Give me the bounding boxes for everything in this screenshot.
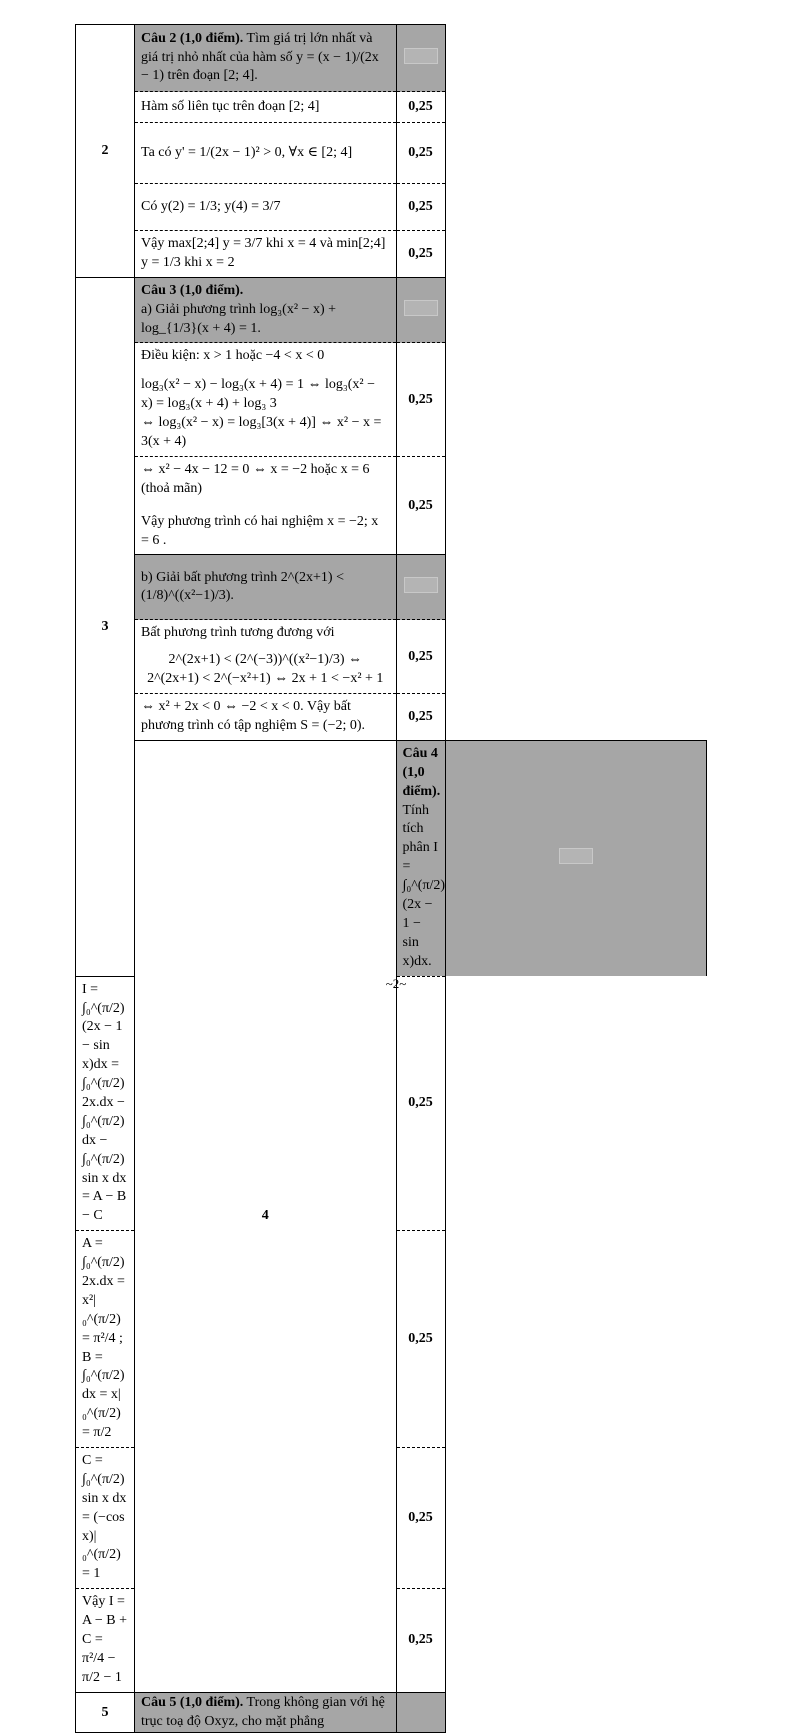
q4-step-1: I = ∫₀^(π/2)(2x − 1 − sin x)dx = ∫₀^(π/2) 2x.dx − ∫₀^(π/2) dx − ∫₀^(π/2) sin x dx = A − B − C	[76, 976, 135, 1231]
q3-a-score-1: 0,25	[396, 343, 445, 456]
q2-text: Tìm giá trị lớn nhất và giá trị nhỏ nhất của hàm số y = (x − 1)/(2x − 1) trên đoạn [2; 4].	[141, 30, 379, 84]
q3-transform-2: ⇔ log₃(x² − x) = log₃[3(x + 4)] ⇔ x² − x = 3(x + 4)	[141, 415, 382, 450]
q3-part-b-text: b) Giải bất phương trình 2^(2x+1) < (1/8)^((x²−1)/3).	[135, 555, 397, 620]
q3-title: Câu 3 (1,0 điểm).	[141, 282, 244, 298]
answer-sheet	[75, 24, 707, 1733]
q2-step-1: Hàm số liên tục trên đoạn [2; 4]	[135, 92, 397, 123]
q3-b-row-2	[76, 694, 707, 741]
q3-part-a-text: a) Giải phương trình log₃(x² − x) + log_{1/3}(x + 4) = 1.	[141, 301, 336, 336]
q3-a-row-1	[76, 343, 707, 456]
q4-step-3: C = ∫₀^(π/2) sin x dx = (−cos x)|₀^(π/2) = 1	[76, 1447, 135, 1588]
q4-title: Câu 4 (1,0 điểm).	[402, 745, 441, 799]
q3-a-score-2: 0,25	[396, 456, 445, 555]
grading-table	[75, 24, 707, 1733]
q3-a-row-2	[76, 456, 707, 555]
q5-header-score-box	[396, 1692, 445, 1733]
q2-header	[135, 25, 397, 92]
q2-header-score-box	[396, 25, 445, 92]
q4-text: Tính tích phân I = ∫₀^(π/2) (2x − 1 − sin x)dx.	[402, 802, 446, 969]
q2-number: 2	[76, 25, 135, 278]
q4-header-score-box	[445, 740, 707, 976]
q4-step-2: A = ∫₀^(π/2) 2x.dx = x²|₀^(π/2) = π²/4 ; B = ∫₀^(π/2) dx = x|₀^(π/2) = π/2	[76, 1231, 135, 1448]
blank-box-icon	[404, 48, 438, 64]
q3-b-step-1	[135, 620, 397, 694]
q2-row-4	[76, 231, 707, 278]
q2-header-row	[76, 25, 707, 92]
q4-step-4: Vậy I = A − B + C = π²/4 − π/2 − 1	[76, 1589, 135, 1692]
q2-title: Câu 2 (1,0 điểm).	[141, 30, 244, 46]
q3-header-row	[76, 277, 707, 343]
q2-row-1	[76, 92, 707, 123]
q3-b-score-1: 0,25	[396, 620, 445, 694]
q2-step-2: Ta có y' = 1/(2x − 1)² > 0, ∀x ∈ [2; 4]	[135, 123, 397, 184]
q4-header-row	[76, 740, 707, 976]
page-number: ~2~	[385, 976, 407, 991]
q4-score-2: 0,25	[396, 1231, 445, 1448]
q3-condition: Điều kiện: x > 1 hoặc −4 < x < 0	[141, 348, 325, 364]
q3-b-row-1	[76, 620, 707, 694]
q3-a-conclusion: Vậy phương trình có hai nghiệm x = −2; x = 6 .	[141, 513, 379, 548]
q4-number: 4	[135, 740, 397, 1692]
q4-score-1: 0,25	[396, 976, 445, 1231]
q3-a-step-2	[135, 456, 397, 555]
q3-quadratic: ⇔ x² − 4x − 12 = 0 ⇔ x = −2 hoặc x = 6 (thoả mãn)	[141, 461, 370, 496]
q3-a-step-1	[135, 343, 397, 456]
q3-header	[135, 277, 397, 343]
q5-title: Câu 5 (1,0 điểm).	[141, 1694, 244, 1710]
q2-step-4: Vậy max[2;4] y = 3/7 khi x = 4 và min[2;4] y = 1/3 khi x = 2	[135, 231, 397, 278]
q3-b-step-2: ⇔ x² + 2x < 0 ⇔ −2 < x < 0. Vậy bất phương trình có tập nghiệm S = (−2; 0).	[135, 694, 397, 741]
q2-score-4: 0,25	[396, 231, 445, 278]
q5-text: Trong không gian với hệ trục toạ độ Oxyz, cho mặt phẳng	[141, 1694, 385, 1729]
q4-header	[396, 740, 445, 976]
q2-score-1: 0,25	[396, 92, 445, 123]
q3-b-equivalence: 2^(2x+1) < (2^(−3))^((x²−1)/3) ⇔ 2^(2x+1) < 2^(−x²+1) ⇔ 2x + 1 < −x² + 1	[147, 652, 384, 687]
q2-row-2	[76, 123, 707, 184]
q3-b-header-row	[76, 555, 707, 620]
q2-row-3	[76, 184, 707, 231]
q5-number: 5	[76, 1692, 135, 1733]
q4-score-4: 0,25	[396, 1589, 445, 1692]
q3-b-intro: Bất phương trình tương đương với	[141, 625, 335, 641]
q3-b-header-score-box	[396, 555, 445, 620]
q3-number: 3	[76, 277, 135, 976]
q2-step-3: Có y(2) = 1/3; y(4) = 3/7	[135, 184, 397, 231]
blank-box-icon	[404, 577, 438, 593]
q4-score-3: 0,25	[396, 1447, 445, 1588]
q3-header-score-box	[396, 277, 445, 343]
q5-header-row	[76, 1692, 707, 1733]
blank-box-icon	[404, 300, 438, 316]
q2-score-3: 0,25	[396, 184, 445, 231]
blank-box-icon	[559, 848, 593, 864]
q5-header	[135, 1692, 397, 1733]
q2-score-2: 0,25	[396, 123, 445, 184]
q3-b-score-2: 0,25	[396, 694, 445, 741]
q3-transform-1: log₃(x² − x) − log₃(x + 4) = 1 ⇔ log₃(x² − x) = log₃(x + 4) + log₃ 3	[141, 377, 375, 412]
